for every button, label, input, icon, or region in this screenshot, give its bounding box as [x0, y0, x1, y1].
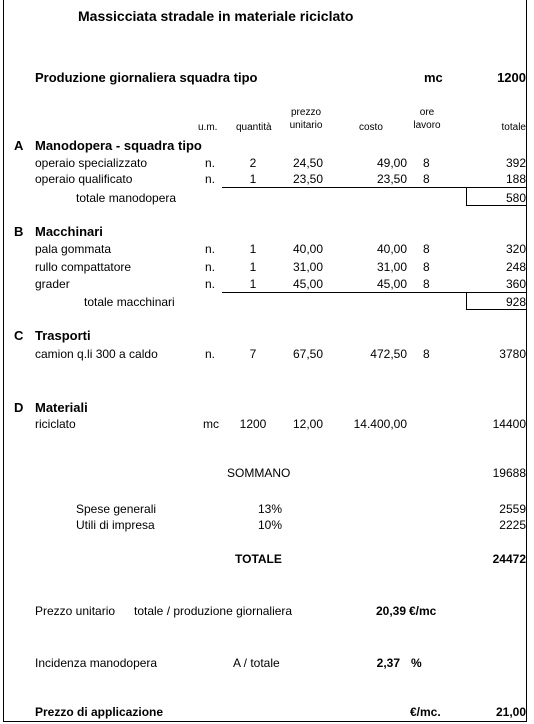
subtotal-divider	[222, 187, 526, 188]
row-ore: 8	[423, 242, 430, 256]
incidenza-unit: %	[411, 656, 422, 670]
row-prezzo: 67,50	[293, 347, 324, 361]
row-desc: riciclato	[35, 417, 76, 431]
totale-label: TOTALE	[235, 552, 282, 566]
spese-value: 2559	[499, 502, 526, 516]
applicazione-label: Prezzo di applicazione	[35, 705, 164, 719]
row-prezzo: 23,50	[293, 172, 324, 186]
row-desc: grader	[35, 277, 70, 291]
row-prezzo: 31,00	[293, 260, 324, 274]
header-costo: costo	[359, 122, 383, 133]
subtotal-box-bottom	[466, 309, 526, 310]
prezzo-unitario-label: Prezzo unitario	[35, 604, 116, 618]
header-quantita: quantità	[236, 122, 272, 133]
row-q: 2	[249, 156, 257, 170]
subtotal-box-left	[466, 187, 467, 205]
row-tot: 14400	[492, 417, 526, 431]
row-um: n.	[205, 260, 216, 274]
prezzo-unitario-formula: totale / produzione giornaliera	[134, 604, 293, 618]
row-prezzo: 40,00	[293, 242, 324, 256]
incidenza-label: Incidenza manodopera	[35, 656, 158, 670]
spese-label: Spese generali	[76, 502, 157, 516]
header-totale: totale	[501, 122, 526, 133]
row-q: 1	[249, 277, 257, 291]
section-a-letter: A	[14, 138, 24, 153]
row-costo: 23,50	[376, 172, 407, 186]
row-tot: 360	[505, 277, 526, 291]
applicazione-unit: €/mc.	[410, 705, 441, 719]
row-prezzo: 12,00	[293, 417, 324, 431]
row-tot: 320	[505, 242, 526, 256]
row-desc: operaio qualificato	[35, 172, 133, 186]
row-ore: 8	[423, 277, 430, 291]
section-c-letter: C	[14, 328, 24, 343]
sommano-label: SOMMANO	[227, 466, 291, 480]
header-um: u.m.	[198, 122, 218, 133]
row-costo: 40,00	[376, 242, 407, 256]
incidenza-value: 2,37	[376, 656, 400, 670]
row-tot: 248	[505, 260, 526, 274]
row-um: n.	[205, 242, 216, 256]
header-ore-1: ore	[419, 107, 435, 118]
row-ore: 8	[423, 260, 430, 274]
sommano-value: 19688	[492, 466, 526, 480]
section-a-title: Manodopera - squadra tipo	[35, 138, 202, 153]
row-um: n.	[205, 347, 216, 361]
row-q: 1200	[239, 417, 267, 431]
page-title: Massicciata stradale in materiale riciclato	[78, 8, 354, 24]
row-ore: 8	[423, 156, 430, 170]
row-q: 1	[249, 242, 257, 256]
row-ore: 8	[423, 347, 430, 361]
row-q: 1	[249, 260, 257, 274]
applicazione-value: 21,00	[495, 705, 526, 719]
utili-value: 2225	[499, 518, 526, 532]
row-q: 1	[249, 172, 257, 186]
header-prezzo-2: unitario	[289, 120, 323, 131]
subtotal-divider	[222, 292, 526, 293]
row-ore: 8	[423, 172, 430, 186]
row-prezzo: 45,00	[293, 277, 324, 291]
row-desc: pala gommata	[35, 242, 112, 256]
subtotal-box-bottom	[466, 205, 526, 206]
incidenza-formula: A / totale	[233, 656, 280, 670]
row-um: n.	[205, 172, 216, 186]
row-costo: 472,50	[370, 347, 407, 361]
section-a-total: 580	[505, 191, 526, 205]
row-costo: 31,00	[376, 260, 407, 274]
row-q: 7	[249, 347, 257, 361]
section-b-total-label: totale macchinari	[84, 295, 175, 309]
production-label: Produzione giornaliera squadra tipo	[35, 70, 258, 85]
row-prezzo: 24,50	[293, 156, 324, 170]
row-desc: rullo compattatore	[35, 260, 132, 274]
totale-value: 24472	[492, 552, 526, 566]
row-costo: 49,00	[376, 156, 407, 170]
section-a-total-label: totale manodopera	[76, 191, 177, 205]
production-value: 1200	[497, 70, 526, 85]
row-tot: 392	[505, 156, 526, 170]
row-tot: 3780	[499, 347, 526, 361]
prezzo-unitario-value: 20,39	[375, 604, 406, 618]
production-unit: mc	[424, 70, 443, 85]
section-b-title: Macchinari	[35, 224, 103, 239]
section-c-title: Trasporti	[35, 328, 91, 343]
header-prezzo-1: prezzo	[290, 107, 321, 118]
header-ore-2: lavoro	[413, 120, 441, 131]
row-um: mc	[203, 417, 219, 431]
section-d-letter: D	[14, 400, 24, 415]
row-um: n.	[205, 277, 216, 291]
section-d-title: Materiali	[35, 400, 88, 415]
section-b-total: 928	[505, 295, 526, 309]
row-tot: 188	[505, 172, 526, 186]
row-desc: camion q.li 300 a caldo	[35, 347, 158, 361]
row-costo: 14.400,00	[353, 417, 407, 431]
row-costo: 45,00	[376, 277, 407, 291]
spese-pct: 13%	[258, 502, 283, 516]
utili-pct: 10%	[258, 518, 283, 532]
utili-label: Utili di impresa	[76, 518, 155, 532]
row-desc: operaio specializzato	[35, 156, 148, 170]
prezzo-unitario-unit: €/mc	[409, 604, 437, 618]
row-um: n.	[205, 156, 216, 170]
subtotal-box-left	[466, 292, 467, 309]
section-b-letter: B	[14, 224, 24, 239]
